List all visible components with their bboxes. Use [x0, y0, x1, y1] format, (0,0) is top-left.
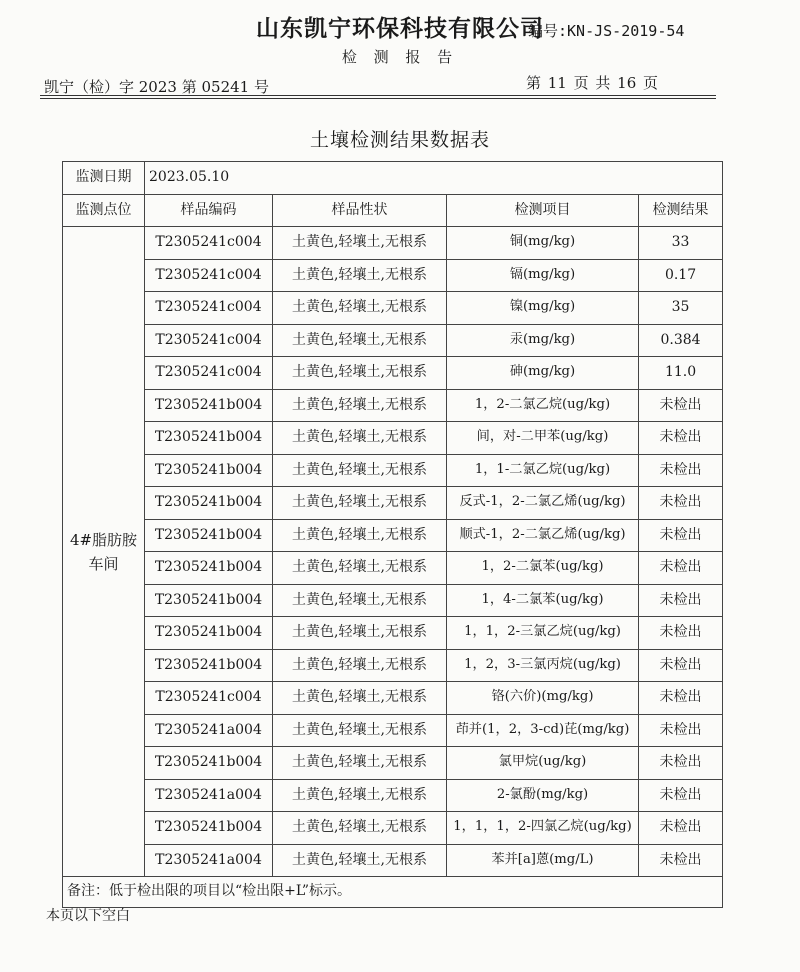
- test-item-cell: 1，1-二氯乙烷(ug/kg): [447, 454, 639, 487]
- sample-code-cell: T2305241b004: [145, 422, 273, 455]
- table-row: [63, 357, 723, 390]
- test-result-cell: 未检出: [639, 812, 723, 845]
- sample-code-cell: T2305241a004: [145, 714, 273, 747]
- sample-code-cell: T2305241b004: [145, 747, 273, 780]
- column-header: 检测结果: [639, 194, 723, 227]
- sample-code-cell: T2305241b004: [145, 389, 273, 422]
- table-row: [63, 389, 723, 422]
- test-result-cell: 未检出: [639, 617, 723, 650]
- sample-description-cell: 土黄色,轻壤土,无根系: [273, 844, 447, 877]
- sample-description-cell: 土黄色,轻壤土,无根系: [273, 454, 447, 487]
- test-item-cell: 茚并(1，2，3-cd)芘(mg/kg): [447, 714, 639, 747]
- table-row: [63, 422, 723, 455]
- sample-description-cell: 土黄色,轻壤土,无根系: [273, 389, 447, 422]
- table-row: [63, 454, 723, 487]
- sample-description-cell: 土黄色,轻壤土,无根系: [273, 714, 447, 747]
- test-result-cell: 未检出: [639, 747, 723, 780]
- header-divider: [40, 95, 716, 96]
- sample-code-cell: T2305241a004: [145, 844, 273, 877]
- sample-description-cell: 土黄色,轻壤土,无根系: [273, 682, 447, 715]
- sample-description-cell: 土黄色,轻壤土,无根系: [273, 519, 447, 552]
- table-row: [63, 682, 723, 715]
- test-item-cell: 汞(mg/kg): [447, 324, 639, 357]
- sample-description-cell: 土黄色,轻壤土,无根系: [273, 552, 447, 585]
- note-row: [63, 877, 723, 908]
- sample-code-cell: T2305241c004: [145, 357, 273, 390]
- column-header: 样品编码: [145, 194, 273, 227]
- sample-description-cell: 土黄色,轻壤土,无根系: [273, 357, 447, 390]
- column-header: 检测项目: [447, 194, 639, 227]
- sample-description-cell: 土黄色,轻壤土,无根系: [273, 812, 447, 845]
- soil-results-table: [62, 161, 723, 908]
- header-row: [63, 194, 723, 227]
- table-row: [63, 227, 723, 260]
- sample-code-cell: T2305241b004: [145, 812, 273, 845]
- test-item-cell: 砷(mg/kg): [447, 357, 639, 390]
- test-item-cell: 反式-1，2-二氯乙烯(ug/kg): [447, 487, 639, 520]
- company-name: 山东凯宁环保科技有限公司: [256, 16, 544, 42]
- test-item-cell: 1，2-二氯乙烷(ug/kg): [447, 389, 639, 422]
- sample-description-cell: 土黄色,轻壤土,无根系: [273, 649, 447, 682]
- sample-code-cell: T2305241a004: [145, 779, 273, 812]
- table-note: 备注：低于检出限的项目以“检出限+L”标示。: [63, 877, 723, 908]
- sample-code-cell: T2305241c004: [145, 682, 273, 715]
- table-row: [63, 584, 723, 617]
- sample-code-cell: T2305241c004: [145, 259, 273, 292]
- test-item-cell: 顺式-1，2-二氯乙烯(ug/kg): [447, 519, 639, 552]
- test-result-cell: 未检出: [639, 454, 723, 487]
- blank-page-note: 本页以下空白: [46, 908, 130, 924]
- document-number: 编号:KN-JS-2019-54: [528, 22, 685, 40]
- test-item-cell: 1，2，3-三氯丙烷(ug/kg): [447, 649, 639, 682]
- test-item-cell: 铬(六价)(mg/kg): [447, 682, 639, 715]
- sample-code-cell: T2305241b004: [145, 454, 273, 487]
- sample-description-cell: 土黄色,轻壤土,无根系: [273, 227, 447, 260]
- date-value: 2023.05.10: [145, 162, 723, 195]
- sample-description-cell: 土黄色,轻壤土,无根系: [273, 779, 447, 812]
- sample-description-cell: 土黄色,轻壤土,无根系: [273, 747, 447, 780]
- table-row: [63, 519, 723, 552]
- sample-code-cell: T2305241b004: [145, 617, 273, 650]
- sample-description-cell: 土黄色,轻壤土,无根系: [273, 292, 447, 325]
- table-row: [63, 747, 723, 780]
- test-item-cell: 1，1，2-三氯乙烷(ug/kg): [447, 617, 639, 650]
- sample-code-cell: T2305241b004: [145, 649, 273, 682]
- test-result-cell: 33: [639, 227, 723, 260]
- sample-description-cell: 土黄色,轻壤土,无根系: [273, 617, 447, 650]
- test-result-cell: 未检出: [639, 714, 723, 747]
- table-row: [63, 714, 723, 747]
- test-result-cell: 未检出: [639, 487, 723, 520]
- test-item-cell: 铜(mg/kg): [447, 227, 639, 260]
- test-result-cell: 未检出: [639, 682, 723, 715]
- table-row: [63, 617, 723, 650]
- sample-description-cell: 土黄色,轻壤土,无根系: [273, 584, 447, 617]
- table-row: [63, 487, 723, 520]
- sample-code-cell: T2305241b004: [145, 519, 273, 552]
- test-result-cell: 未检出: [639, 519, 723, 552]
- test-item-cell: 1，4-二氯苯(ug/kg): [447, 584, 639, 617]
- test-item-cell: 间，对-二甲苯(ug/kg): [447, 422, 639, 455]
- test-result-cell: 0.17: [639, 259, 723, 292]
- table-row: [63, 812, 723, 845]
- table-row: [63, 259, 723, 292]
- test-result-cell: 未检出: [639, 844, 723, 877]
- test-result-cell: 未检出: [639, 552, 723, 585]
- table-row: [63, 292, 723, 325]
- test-result-cell: 35: [639, 292, 723, 325]
- column-header: 监测点位: [63, 194, 145, 227]
- sample-description-cell: 土黄色,轻壤土,无根系: [273, 422, 447, 455]
- test-result-cell: 未检出: [639, 422, 723, 455]
- table-title: 土壤检测结果数据表: [309, 129, 490, 151]
- column-header: 样品性状: [273, 194, 447, 227]
- sample-code-cell: T2305241b004: [145, 584, 273, 617]
- date-label: 监测日期: [63, 162, 145, 195]
- test-item-cell: 镉(mg/kg): [447, 259, 639, 292]
- sample-code-cell: T2305241b004: [145, 552, 273, 585]
- test-result-cell: 未检出: [639, 584, 723, 617]
- test-result-cell: 未检出: [639, 649, 723, 682]
- test-result-cell: 未检出: [639, 389, 723, 422]
- sample-code-cell: T2305241b004: [145, 487, 273, 520]
- test-item-cell: 1，2-二氯苯(ug/kg): [447, 552, 639, 585]
- sample-code-cell: T2305241c004: [145, 292, 273, 325]
- test-result-cell: 11.0: [639, 357, 723, 390]
- table-row: [63, 552, 723, 585]
- report-title: 检 测 报 告: [341, 48, 459, 66]
- sample-code-cell: T2305241c004: [145, 227, 273, 260]
- sample-description-cell: 土黄色,轻壤土,无根系: [273, 324, 447, 357]
- table-row: [63, 649, 723, 682]
- test-result-cell: 0.384: [639, 324, 723, 357]
- test-result-cell: 未检出: [639, 779, 723, 812]
- header-divider-secondary: [40, 98, 716, 99]
- test-item-cell: 苯并[a]蒽(mg/L): [447, 844, 639, 877]
- table-row: [63, 324, 723, 357]
- date-row: [63, 162, 723, 195]
- page-number: 第 11 页 共 16 页: [526, 74, 659, 92]
- table-row: [63, 844, 723, 877]
- sample-description-cell: 土黄色,轻壤土,无根系: [273, 487, 447, 520]
- table-row: [63, 779, 723, 812]
- monitoring-point-cell: 4#脂肪胺车间: [63, 227, 145, 877]
- test-item-cell: 1，1，1，2-四氯乙烷(ug/kg): [447, 812, 639, 845]
- table-body: [63, 162, 723, 908]
- report-reference: 凯宁（检）字 2023 第 05241 号: [44, 78, 269, 96]
- test-item-cell: 氯甲烷(ug/kg): [447, 747, 639, 780]
- sample-description-cell: 土黄色,轻壤土,无根系: [273, 259, 447, 292]
- test-item-cell: 2-氯酚(mg/kg): [447, 779, 639, 812]
- sample-code-cell: T2305241c004: [145, 324, 273, 357]
- test-item-cell: 镍(mg/kg): [447, 292, 639, 325]
